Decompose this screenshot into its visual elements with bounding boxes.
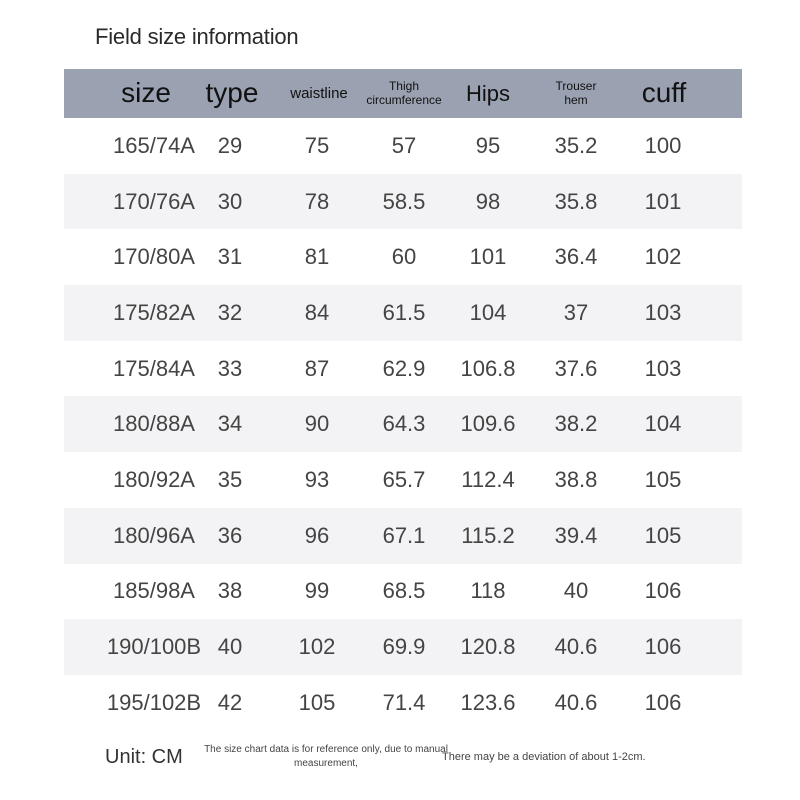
cell-thigh: 65.7 xyxy=(382,466,426,492)
cell-waistline: 105 xyxy=(298,689,336,715)
cell-size: 180/88A xyxy=(113,411,195,437)
cell-type: 30 xyxy=(217,188,243,214)
deviation-note: There may be a deviation of about 1-2cm. xyxy=(442,751,646,763)
cell-waistline: 75 xyxy=(304,132,330,158)
cell-waistline: 93 xyxy=(304,466,330,492)
cell-thigh: 69.9 xyxy=(382,634,426,660)
cell-cuff: 105 xyxy=(644,522,682,548)
cell-hem: 38.8 xyxy=(554,466,598,492)
cell-hips: 109.6 xyxy=(460,411,516,437)
cell-size: 175/84A xyxy=(113,355,195,381)
cell-waistline: 96 xyxy=(304,522,330,548)
header-hem-line1: Trouser xyxy=(555,78,597,93)
cell-hips: 115.2 xyxy=(461,522,515,548)
cell-hips: 120.8 xyxy=(460,634,516,660)
cell-type: 38 xyxy=(217,578,243,604)
header-thigh-circumference xyxy=(356,69,452,118)
cell-hips: 104 xyxy=(469,299,507,325)
cell-waistline: 78 xyxy=(304,188,330,214)
table-body xyxy=(64,118,742,731)
cell-cuff: 103 xyxy=(644,299,682,325)
header-trouser-hem xyxy=(540,69,612,118)
table-row xyxy=(64,675,742,731)
table-row xyxy=(64,508,742,564)
table-row xyxy=(64,396,742,452)
cell-hem: 35.8 xyxy=(554,188,598,214)
cell-size: 180/92A xyxy=(113,466,195,492)
cell-hem: 37.6 xyxy=(554,355,598,381)
cell-cuff: 106 xyxy=(644,689,682,715)
cell-waistline: 84 xyxy=(304,299,330,325)
table-header xyxy=(64,69,742,118)
cell-cuff: 106 xyxy=(644,578,682,604)
cell-type: 31 xyxy=(217,244,243,270)
cell-cuff: 106 xyxy=(644,634,682,660)
cell-hips: 123.6 xyxy=(460,689,516,715)
table-row xyxy=(64,564,742,620)
table-row xyxy=(64,118,742,174)
header-waistline: waistline xyxy=(290,84,348,102)
cell-hem: 39.4 xyxy=(554,522,598,548)
header-thigh-line1: Thigh xyxy=(388,78,419,93)
header-hem-line2: hem xyxy=(564,92,588,107)
cell-hem: 38.2 xyxy=(554,411,598,437)
cell-thigh: 67.1 xyxy=(382,522,426,548)
cell-waistline: 99 xyxy=(304,578,330,604)
table-row xyxy=(64,285,742,341)
header-cuff: cuff xyxy=(641,77,687,109)
cell-thigh: 71.4 xyxy=(382,689,426,715)
cell-hem: 37 xyxy=(563,299,589,325)
cell-type: 29 xyxy=(217,132,243,158)
cell-hips: 106.8 xyxy=(460,355,516,381)
reference-note-line2: measurement, xyxy=(294,757,358,769)
cell-type: 36 xyxy=(217,522,243,548)
cell-cuff: 103 xyxy=(644,355,682,381)
table-row xyxy=(64,341,742,397)
unit-label: Unit: CM xyxy=(105,746,183,768)
cell-type: 40 xyxy=(217,634,243,660)
cell-size: 195/102B xyxy=(106,689,202,715)
cell-hips: 112.4 xyxy=(461,466,515,492)
cell-size: 170/76A xyxy=(113,188,195,214)
cell-thigh: 57 xyxy=(391,132,417,158)
cell-waistline: 90 xyxy=(304,411,330,437)
cell-hips: 118 xyxy=(470,578,506,604)
cell-waistline: 102 xyxy=(298,634,336,660)
cell-waistline: 87 xyxy=(304,355,330,381)
reference-note xyxy=(196,743,456,770)
cell-thigh: 68.5 xyxy=(382,578,426,604)
header-type: type xyxy=(205,77,259,109)
cell-thigh: 58.5 xyxy=(382,188,426,214)
cell-thigh: 60 xyxy=(391,244,417,270)
cell-hem: 40.6 xyxy=(554,634,598,660)
table-row xyxy=(64,452,742,508)
table-row xyxy=(64,229,742,285)
cell-cuff: 104 xyxy=(644,411,682,437)
cell-cuff: 105 xyxy=(644,466,682,492)
cell-hem: 40.6 xyxy=(554,689,598,715)
cell-cuff: 101 xyxy=(644,188,682,214)
cell-waistline: 81 xyxy=(304,244,330,270)
cell-thigh: 61.5 xyxy=(382,299,426,325)
reference-note-line1: The size chart data is for reference only, due to manual xyxy=(204,744,448,755)
cell-size: 180/96A xyxy=(113,522,195,548)
table-row xyxy=(64,174,742,230)
cell-type: 34 xyxy=(217,411,243,437)
cell-type: 33 xyxy=(217,355,243,381)
cell-size: 185/98A xyxy=(113,578,195,604)
page-title: Field size information xyxy=(95,24,299,49)
cell-hips: 101 xyxy=(469,244,507,270)
cell-hem: 36.4 xyxy=(554,244,598,270)
table-row xyxy=(64,619,742,675)
cell-hips: 95 xyxy=(475,132,501,158)
cell-size: 170/80A xyxy=(113,244,195,270)
cell-thigh: 62.9 xyxy=(382,355,426,381)
cell-type: 35 xyxy=(217,466,243,492)
cell-hem: 40 xyxy=(563,578,589,604)
header-size: size xyxy=(121,77,171,109)
cell-thigh: 64.3 xyxy=(382,411,426,437)
cell-cuff: 102 xyxy=(644,244,682,270)
cell-size: 175/82A xyxy=(113,299,195,325)
cell-type: 32 xyxy=(217,299,243,325)
cell-size: 190/100B xyxy=(106,634,202,660)
cell-cuff: 100 xyxy=(644,132,682,158)
size-table xyxy=(64,69,742,731)
header-thigh-line2: circumference xyxy=(366,92,442,107)
cell-type: 42 xyxy=(217,689,243,715)
cell-hips: 98 xyxy=(475,188,501,214)
header-hips: Hips xyxy=(465,80,510,106)
cell-hem: 35.2 xyxy=(554,132,598,158)
cell-size: 165/74A xyxy=(113,132,195,158)
